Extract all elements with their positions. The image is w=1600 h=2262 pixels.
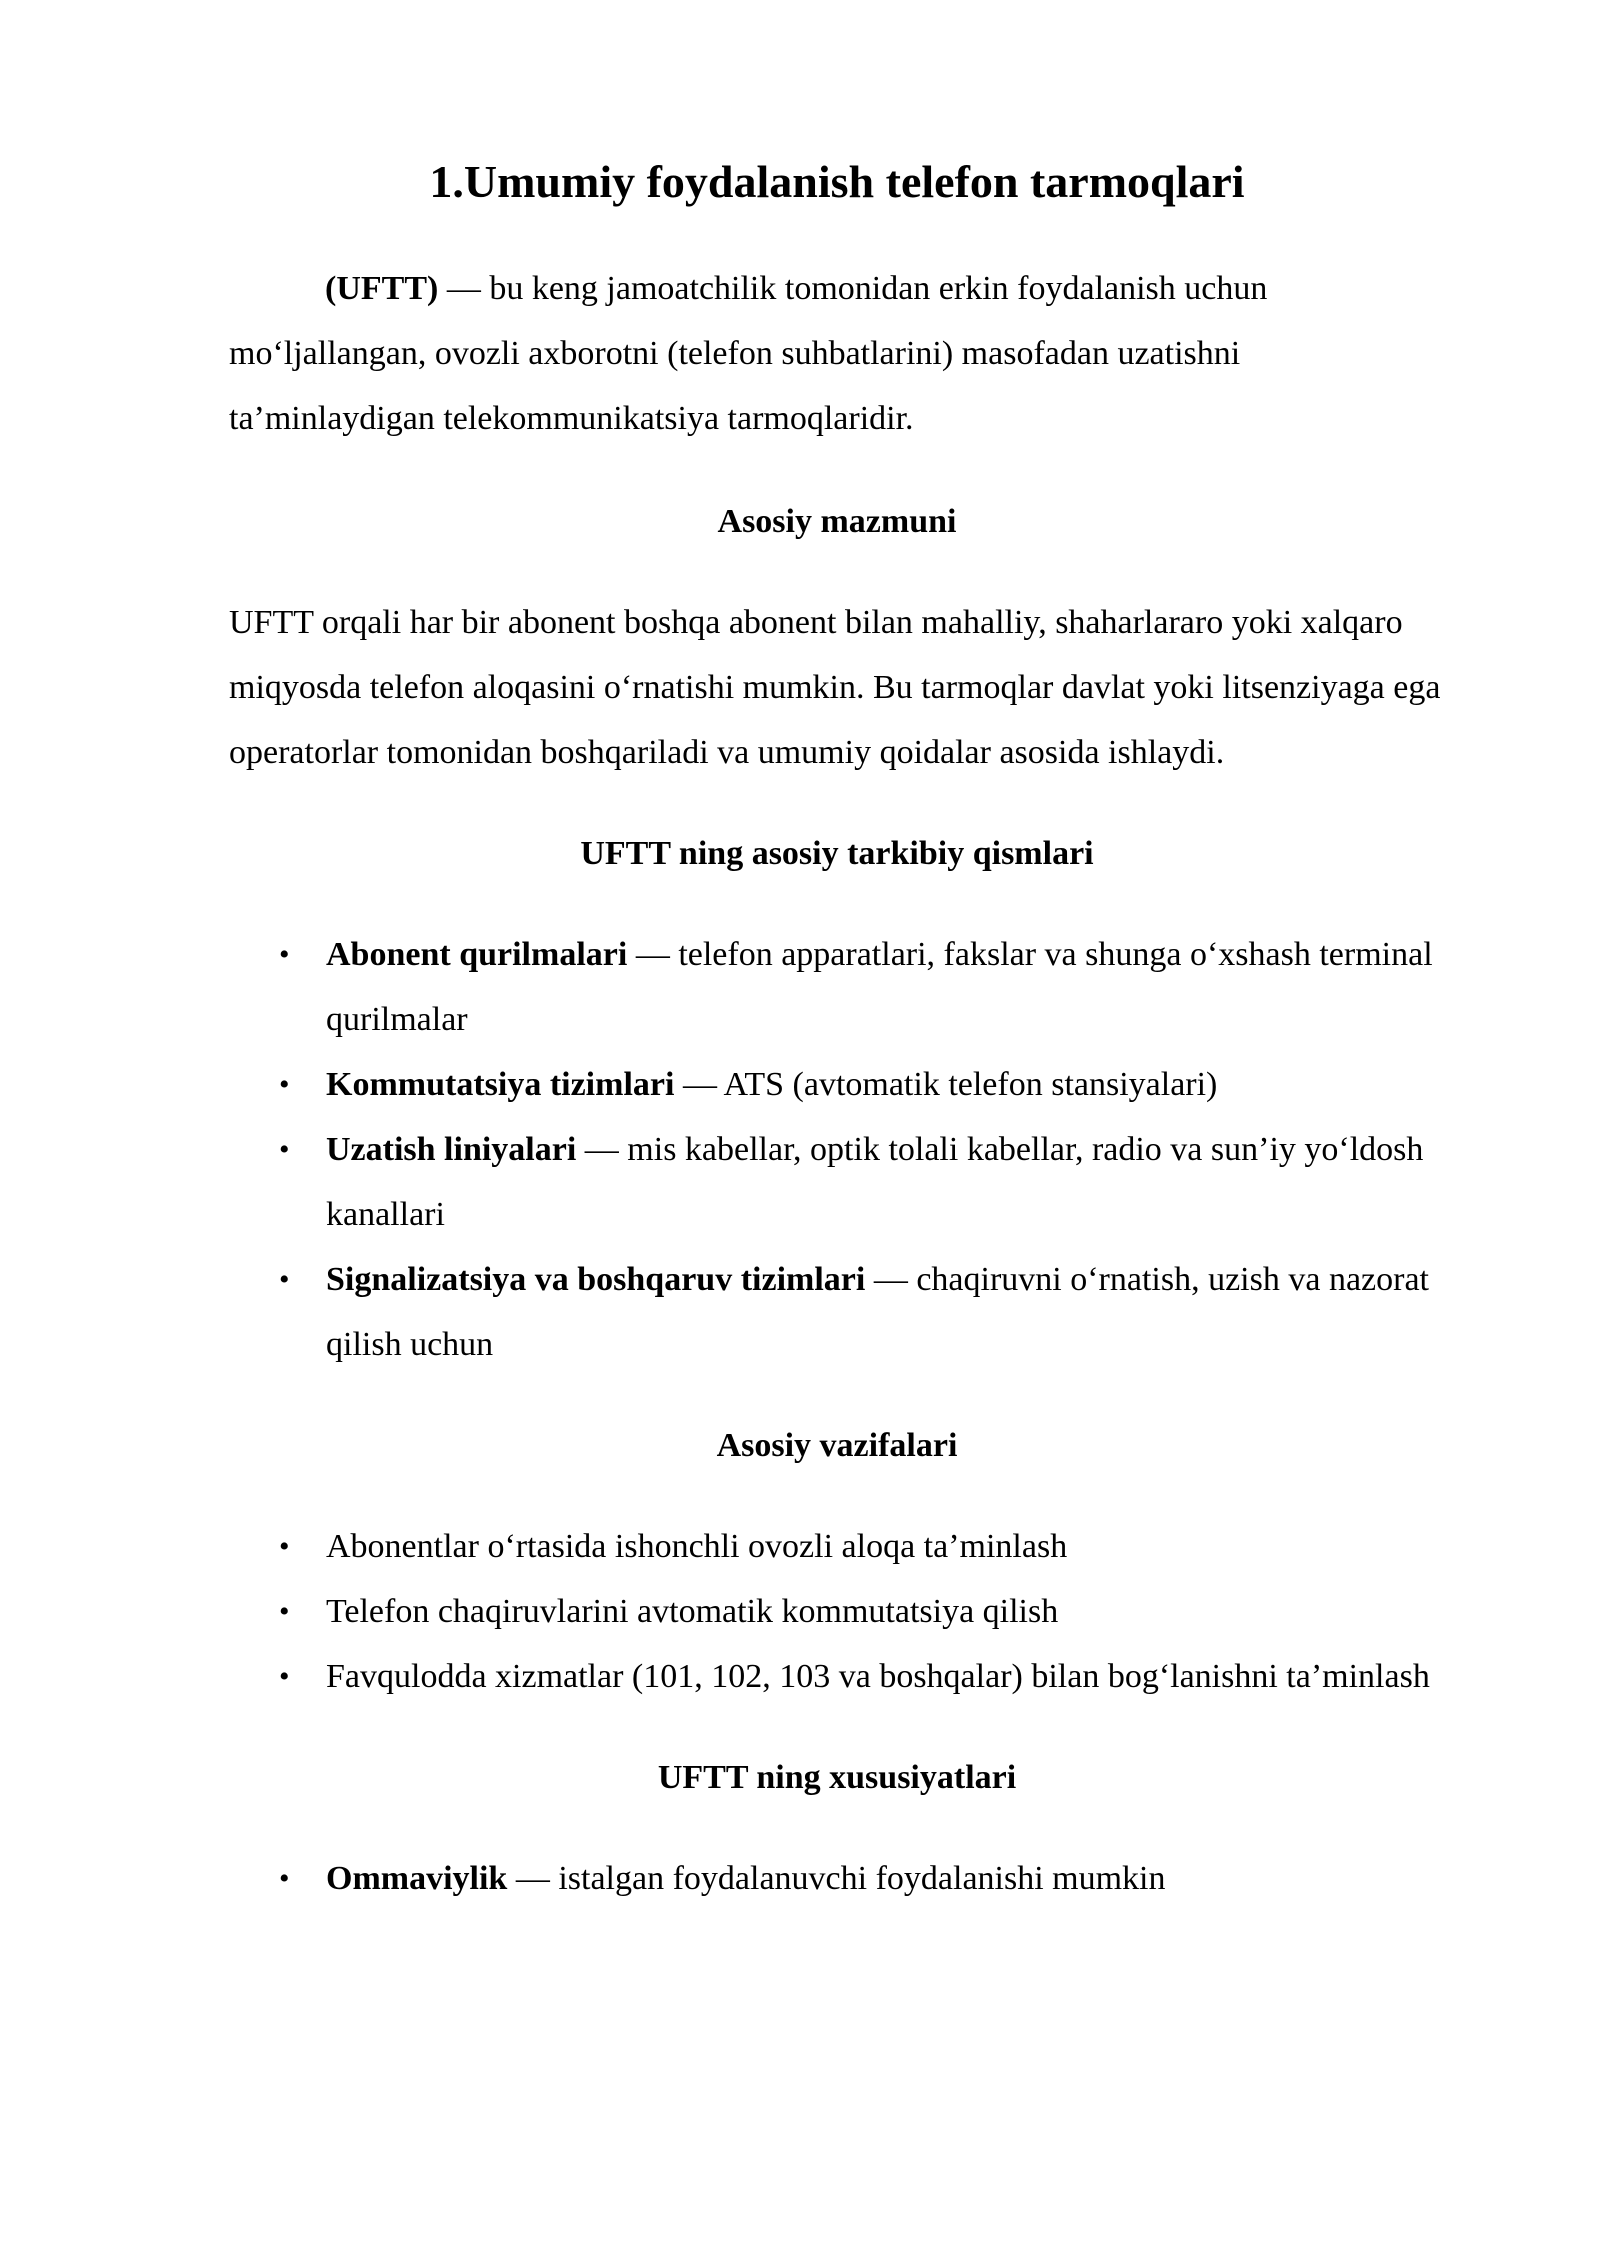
- bullet-icon: •: [279, 1660, 290, 1693]
- bullet-icon: •: [279, 1263, 290, 1296]
- document-body: [229, 150, 1445, 1911]
- bullet-icon: •: [279, 1068, 290, 1101]
- list-item-text: Abonentlar o‘rtasida ishonchli ovozli aloqa ta’minlash: [326, 1528, 1068, 1565]
- bullet-icon: •: [279, 938, 290, 971]
- components-list: [229, 922, 1445, 1377]
- list-item-text: — ATS (avtomatik telefon stansiyalari): [674, 1066, 1218, 1103]
- content-paragraph: UFTT orqali har bir abonent boshqa abonent bilan mahalliy, shaharlararo yoki xalqaro miqyosda telefon aloqasini o‘rnatishi mumkin. Bu tarmoqlar davlat yoki litsenziyaga ega operatorlar tomonidan boshqariladi va umumiy qoidalar asosida ishlaydi.: [229, 604, 1441, 771]
- list-item-text: — istalgan foydalanuvchi foydalanishi mumkin: [507, 1860, 1166, 1897]
- bullet-icon: •: [279, 1862, 290, 1895]
- list-item-term: Signalizatsiya va boshqaruv tizimlari: [326, 1261, 866, 1298]
- intro-paragraph: [229, 256, 1445, 451]
- list-item-text: — chaqiruvni o‘rnatish, uzish va nazorat qilish uchun: [326, 1261, 1429, 1363]
- list-item-text: — mis kabellar, optik tolali kabellar, radio va sun’iy yo‘ldosh kanallari: [326, 1131, 1424, 1233]
- list-item-term: Uzatish liniyalari: [326, 1131, 577, 1168]
- list-item: [229, 1117, 1445, 1247]
- list-item-term: Kommutatsiya tizimlari: [326, 1066, 675, 1103]
- features-list: [229, 1846, 1445, 1911]
- section-heading-content: Asosiy mazmuni: [717, 503, 957, 540]
- list-item: [229, 1052, 1445, 1117]
- list-item-text: Telefon chaqiruvlarini avtomatik kommutatsiya qilish: [326, 1593, 1059, 1630]
- list-item: [229, 1846, 1445, 1911]
- list-item-text: — telefon apparatlari, fakslar va shunga o‘xshash terminal qurilmalar: [326, 936, 1433, 1038]
- intro-abbreviation: (UFTT): [325, 270, 439, 307]
- list-item: [229, 922, 1445, 1052]
- bullet-icon: •: [279, 1530, 290, 1563]
- document-title: 1.Umumiy foydalanish telefon tarmoqlari: [429, 156, 1245, 207]
- list-item: [229, 1247, 1445, 1377]
- list-item: [229, 1644, 1445, 1709]
- intro-text: — bu keng jamoatchilik tomonidan erkin foydalanish uchun mo‘ljallangan, ovozli axborotni (telefon suhbatlarini) masofadan uzatishni ta’minlaydigan telekommunikatsiya tarmoqlaridir.: [229, 270, 1268, 437]
- bullet-icon: •: [279, 1595, 290, 1628]
- functions-list: [229, 1514, 1445, 1709]
- section-heading-features: UFTT ning xususiyatlari: [657, 1759, 1017, 1796]
- section-heading-functions: Asosiy vazifalari: [716, 1427, 958, 1464]
- list-item-term: Ommaviylik: [326, 1860, 508, 1897]
- bullet-icon: •: [279, 1133, 290, 1166]
- list-item: [229, 1514, 1445, 1579]
- list-item-text: Favqulodda xizmatlar (101, 102, 103 va boshqalar) bilan bog‘lanishni ta’minlash: [326, 1658, 1430, 1695]
- list-item-term: Abonent qurilmalari: [326, 936, 628, 973]
- list-item: [229, 1579, 1445, 1644]
- section-heading-components: UFTT ning asosiy tarkibiy qismlari: [580, 835, 1094, 872]
